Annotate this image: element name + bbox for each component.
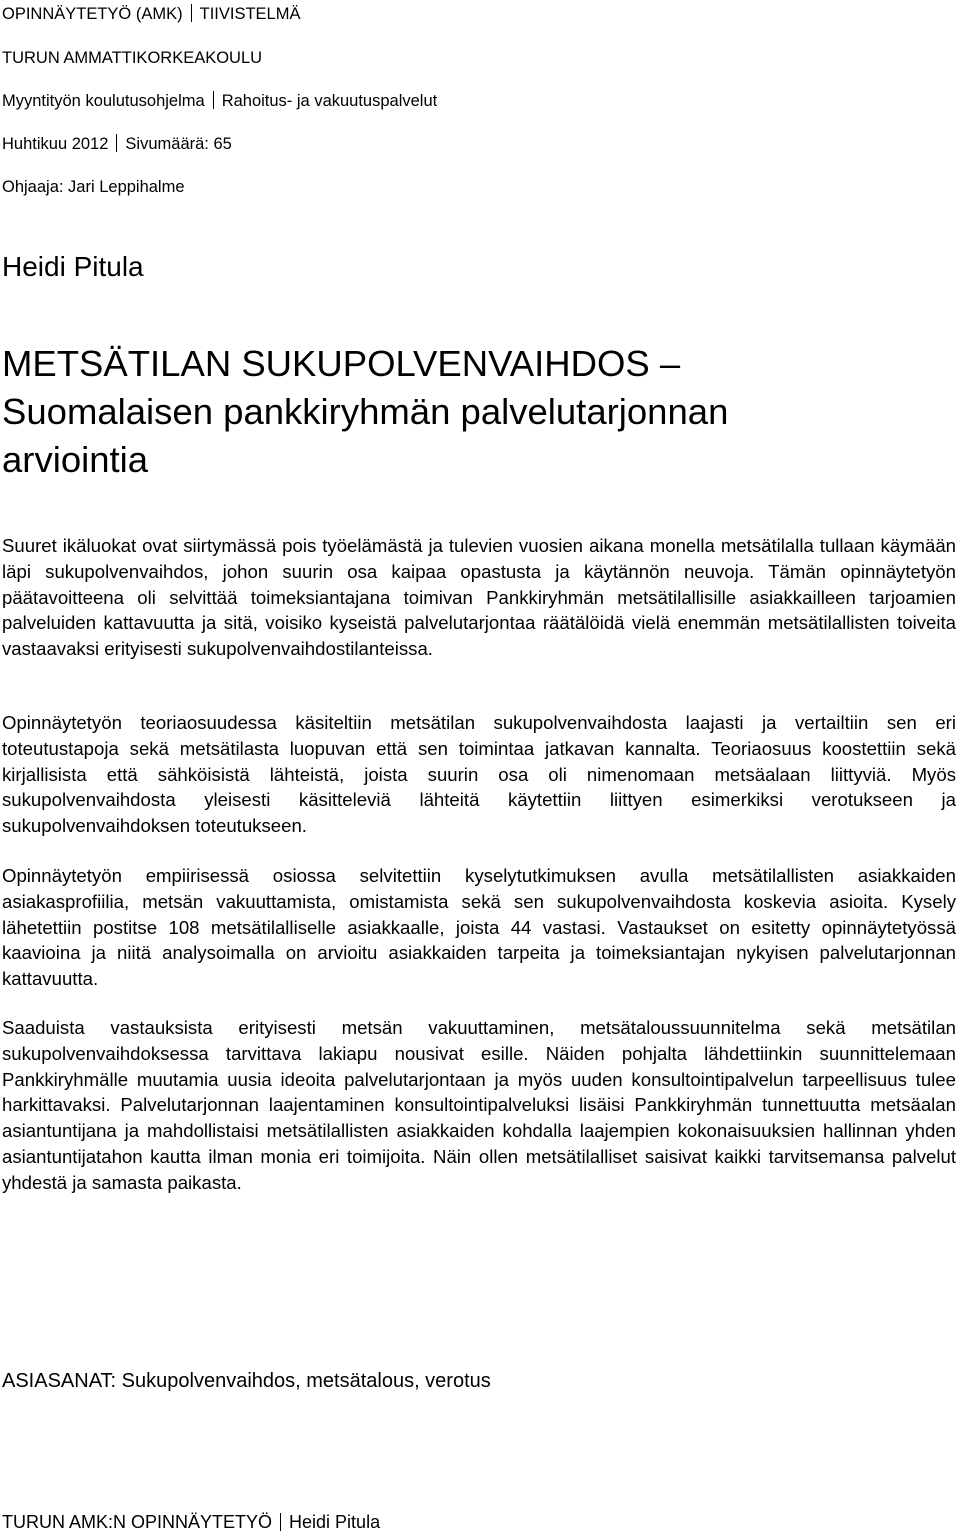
separator — [213, 91, 214, 109]
footer-author: Heidi Pitula — [289, 1512, 381, 1532]
author-name: Heidi Pitula — [2, 251, 144, 282]
programme-line — [2, 91, 437, 111]
abstract-paragraph-4: Saaduista vastauksista erityisesti metsän vakuuttaminen, metsätaloussuunnitelma sekä metsätilan sukupolvenvaihdoksessa tarvittava lakiapu nousivat esille. Näiden pohjalta lähdettiinkin suunnittelemaan Pankkiryhmälle muutamia uusia ideoita palvelutarjontaan ja myös uuden konsultointipalvelun tarpeellisuus tulee harkittavaksi. Palvelutarjonnan laajentaminen konsultointipalveluksi lisäisi Pankkiryhmän tunnettuutta metsäalan asiantuntijana ja mahdollistaisi metsätilallisten asiakkaiden kohdalla laajempien kokonaisuuksien hallinnan yhden asiantuntijatahon kautta ilman monia eri toimijoita. Näin ollen metsätilalliset saisivat kaikki tarvitsemansa palvelut yhdestä ja samasta paikasta. — [2, 1017, 956, 1193]
footer-series: TURUN AMK:N OPINNÄYTETYÖ — [2, 1512, 273, 1532]
doc-type: OPINNÄYTETYÖ (AMK) — [2, 5, 183, 23]
title-line-2: Suomalaisen pankkiryhmän palvelutarjonnan — [2, 391, 729, 432]
abstract-paragraph-2: Opinnäytetyön teoriaosuudessa käsiteltiin metsätilan sukupolvenvaihdosta laajasti ja vertailtiin sen eri toteutustapoja sekä metsätilasta luopuvan että sen toimintaa jatkavan kannalta. Teoriaosuus koostettiin sekä kirjallisista että sähköisistä lähteistä, joista suurin osa oli nimenomaan metsäalaan liittyviä. Myös sukupolvenvaihdosta yleisesti käsitteleviä lähteitä käytettiin liittyen esimerkiksi verotukseen ja sukupolvenvaihdoksen toteutukseen. — [2, 712, 956, 837]
specialisation: Rahoitus- ja vakuutuspalvelut — [221, 92, 438, 110]
keywords: ASIASANAT: Sukupolvenvaihdos, metsätalous, verotus — [2, 1370, 491, 1392]
date-pages-line — [2, 134, 232, 154]
title-line-1: METSÄTILAN SUKUPOLVENVAIHDOS – — [2, 343, 681, 384]
school-name: TURUN AMMATTIKORKEAKOULU — [2, 49, 263, 67]
abstract-paragraph-3: Opinnäytetyön empiirisessä osiossa selvitettiin kyselytutkimuksen avulla metsätilallisten asiakkaiden asiakasprofiilia, metsän vakuuttamista, omistamista sekä sen sukupolvenvaihdosta koskevia asioita. Kysely lähetettiin postitse 108 metsätilalliselle asiakkaalle, joista 44 vastasi. Vastaukset on esitetty opinnäytetyössä kaavioina ja niitä analysoimalla on arvioitu asiakkaiden tarpeita ja toimeksiantajan nykyisen palvelutarjonnan kattavuutta. — [2, 865, 956, 990]
programme: Myyntityön koulutusohjelma — [2, 92, 205, 110]
abstract-paragraph-1: Suuret ikäluokat ovat siirtymässä pois työelämästä ja tulevien vuosien aikana monella metsätilalla tullaan käymään läpi sukupolvenvaihdos, johon suurin osa kaipaa opastusta ja käytännön neuvoja. Tämän opinnäytetyön päätavoitteena oli selvittää toimeksiantajana toimivan Pankkiryhmän metsätilallisille asiakkailleen tarjoamien palveluiden kattavuutta ja sitä, voisiko kyseistä palvelutarjontaa räätälöidä vielä enemmän metsätilallisten toiveita vastaavaksi erityisesti sukupolvenvaihdostilanteissa. — [2, 535, 956, 660]
doc-kind: TIIVISTELMÄ — [199, 5, 301, 23]
header-doc-type-line — [2, 4, 300, 24]
page-count: Sivumäärä: 65 — [125, 135, 232, 153]
supervisor: Ohjaaja: Jari Leppihalme — [2, 178, 185, 196]
separator — [116, 134, 117, 152]
page-footer — [2, 1511, 380, 1533]
separator — [191, 4, 192, 22]
title-line-3: arviointia — [2, 439, 149, 480]
separator — [280, 1513, 281, 1531]
thesis-title — [2, 340, 952, 484]
date: Huhtikuu 2012 — [2, 135, 109, 153]
